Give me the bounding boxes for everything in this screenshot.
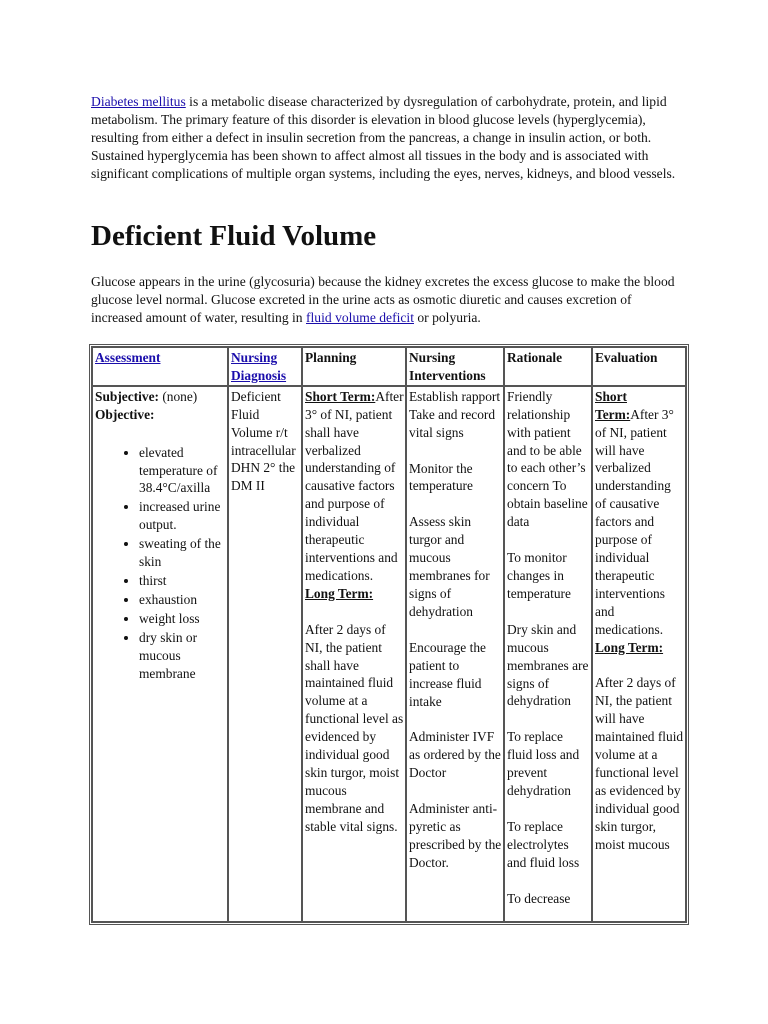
nursing-diagnosis-link[interactable]: Nursing Diagnosis — [231, 350, 287, 383]
list-item: Friendly relationship with patient and to be able to each other’s concern To obtain baseline data — [507, 388, 588, 530]
list-item: • dry skin or mucous membrane — [139, 629, 226, 683]
list-item: To replace fluid loss and prevent dehydration — [507, 729, 580, 799]
list-item: To decrease — [507, 890, 571, 906]
header-nursing-interventions: Nursing Interventions — [406, 347, 504, 386]
objective-label: Objective: — [95, 406, 155, 422]
subjective-label: Subjective: — [95, 388, 159, 404]
glycosuria-paragraph — [91, 273, 683, 327]
planning-short-text: After 3° of NI, patient shall have verbalized understanding of causative factors and purpose of individual therapeutic interventions and medications. — [305, 388, 404, 583]
evaluation-long-label: Long Term: — [595, 639, 664, 655]
intro-paragraph — [91, 93, 681, 183]
diagnosis-cell — [228, 386, 302, 922]
list-item: Dry skin and mucous membranes are signs of dehydration — [507, 621, 589, 709]
header-planning: Planning — [302, 347, 406, 386]
planning-short-label: Short Term: — [305, 388, 376, 404]
paragraph2-text-before: Glucose appears in the urine (glycosuria) because the kidney excretes the excess glucose to make the blood glucose level normal. Glucose excreted in the urine acts as osmotic diuretic and causes excretion of increased amount of water, resulting in — [91, 274, 675, 325]
evaluation-short-term — [595, 388, 684, 639]
evaluation-short-text: After 3° of NI, patient will have verbalized understanding of causative factors and purpose of individual therapeutic interventions and medications. — [595, 406, 674, 637]
list-item: • thirst — [139, 572, 226, 590]
planning-cell — [302, 386, 406, 922]
header-nursing-diagnosis — [228, 347, 302, 386]
table-row — [92, 386, 686, 922]
list-item: • weight loss — [139, 610, 226, 628]
header-evaluation: Evaluation — [592, 347, 686, 386]
paragraph2-text-after: or polyuria. — [413, 310, 481, 325]
assessment-link[interactable]: Assessment — [95, 350, 161, 365]
list-item: Encourage the patient to increase fluid intake — [409, 639, 486, 709]
objective-list — [95, 444, 226, 683]
section-heading: Deficient Fluid Volume — [91, 220, 377, 252]
evaluation-short-label: Short Term: — [595, 388, 631, 422]
interventions-cell — [406, 386, 504, 922]
fluid-volume-deficit-link[interactable]: fluid volume deficit — [306, 310, 414, 325]
table-header-row — [92, 347, 686, 386]
subjective-value: (none) — [158, 388, 198, 404]
list-item: • exhaustion — [139, 591, 226, 609]
intro-text: is a metabolic disease characterized by dysregulation of carbohydrate, protein, and lipid metabolism. The primary feature of this disorder is elevation in blood glucose levels (hyperglycemia), resulting from either a defect in insulin secretion from the pancreas, a change in insulin action, or both. Sustained hyperglycemia has been shown to affect almost all tissues in the body and is associated with significant complications of multiple organ systems, including the eyes, nerves, kidneys, and blood vessels. — [91, 94, 676, 181]
list-item: • elevated temperature of 38.4°C/axilla — [139, 444, 226, 498]
diabetes-mellitus-link[interactable]: Diabetes mellitus — [91, 94, 186, 109]
planning-long-label: Long Term: — [305, 585, 374, 601]
nursing-care-plan-table — [89, 344, 689, 925]
list-item: • sweating of the skin — [139, 535, 226, 571]
subjective-line — [95, 388, 226, 406]
evaluation-cell — [592, 386, 686, 922]
list-item: To monitor changes in temperature — [507, 550, 571, 601]
list-item: Establish rapport Take and record vital signs — [409, 388, 501, 440]
rationale-cell — [504, 386, 592, 922]
list-item: Administer IVF as ordered by the Doctor — [409, 729, 501, 781]
list-item: Monitor the temperature — [409, 460, 473, 494]
planning-long-text: After 2 days of NI, the patient shall have maintained fluid volume at a functional level as evidenced by individual good skin turgor, moist mucous membrane and stable vital signs. — [305, 621, 404, 834]
list-item: To replace electrolytes and fluid loss — [507, 818, 580, 870]
diagnosis-text: Deficient Fluid Volume r/t intracellular DHN 2° the DM II — [231, 388, 296, 494]
header-rationale: Rationale — [504, 347, 592, 386]
assessment-cell — [92, 386, 228, 922]
list-item: Administer anti-pyretic as prescribed by the Doctor. — [409, 801, 502, 870]
header-assessment — [92, 347, 228, 386]
list-item: Assess skin turgor and mucous membranes for signs of dehydration — [409, 514, 490, 619]
list-item: • increased urine output. — [139, 498, 226, 534]
evaluation-long-text: After 2 days of NI, the patient will have maintained fluid volume at a functional level as evidenced by individual good skin turgor, moist mucous — [595, 675, 684, 852]
planning-short-term — [305, 388, 404, 585]
